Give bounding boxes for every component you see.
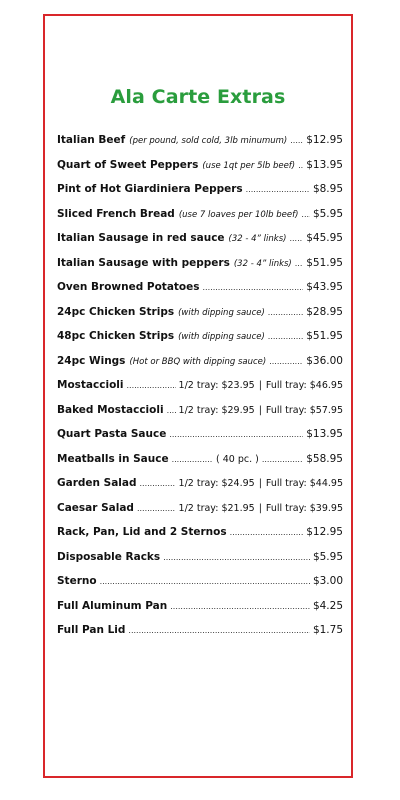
item-name: Sterno [57,575,97,587]
item-name: Caesar Salad [57,501,134,514]
item-price: $4.25 [312,599,343,612]
menu-item [57,600,343,625]
item-price: $5.95 [312,550,343,563]
dot-leader [167,406,176,415]
item-name: Full Aluminum Pan [57,599,168,612]
item-note: (32 - 4” links) [233,258,292,269]
item-name: Italian Beef [57,134,126,146]
item-name: Oven Browned Potatoes [57,281,200,293]
item-price: $1.75 [312,624,343,636]
item-name: Disposable Racks [57,550,161,563]
item-price: $13.95 [306,158,343,171]
dot-leader [163,553,310,562]
item-name: Meatballs in Sauce [57,452,169,465]
item-name: Sliced French Bread [57,207,175,220]
item-note: (with dipping sauce) [178,332,265,342]
dot-leader [298,161,303,170]
dot-leader [169,430,303,439]
item-price: $5.95 [312,207,343,220]
dot-leader [290,136,303,145]
menu-item [57,257,343,282]
dot-leader [126,381,175,390]
item-price: $12.95 [306,134,343,146]
item-price: $28.95 [306,305,343,318]
tray-separator: | [258,502,262,514]
menu-item [57,477,343,502]
menu-item [57,575,343,600]
tray-separator: | [258,478,262,489]
dot-leader [170,602,310,611]
item-name: Pint of Hot Giardiniera Peppers [57,183,243,195]
menu-item [57,404,343,429]
dot-leader [137,504,176,513]
item-note: (use 7 loaves per 10lb beef) [178,209,299,220]
item-quantity: ( 40 pc. ) [215,453,259,465]
item-note: (per pound, sold cold, 3lb minumum) [129,136,288,146]
half-tray-price: 1/2 tray: $29.95 [178,404,255,416]
menu-item [57,624,343,649]
item-price: $36.00 [306,354,343,367]
item-price: $43.95 [306,281,343,293]
item-price: $45.95 [306,232,343,244]
item-name: Quart Pasta Sauce [57,428,167,440]
menu-item [57,330,343,355]
menu-item [57,453,343,478]
menu-item [57,208,343,233]
item-price: $13.95 [306,428,343,440]
item-price: $58.95 [306,452,343,465]
item-name: 48pc Chicken Strips [57,330,175,342]
dot-leader [172,455,213,464]
dot-leader [289,234,303,243]
menu-item [57,306,343,331]
dot-leader [203,283,304,292]
menu-item [57,355,343,380]
menu-item [57,502,343,527]
dot-leader [262,455,303,464]
item-price: $51.95 [306,330,343,342]
item-note: (with dipping sauce) [178,307,265,318]
half-tray-price: 1/2 tray: $24.95 [178,478,255,489]
item-name: Baked Mostaccioli [57,403,164,416]
item-price: $3.00 [312,575,343,587]
item-name: Italian Sausage in red sauce [57,232,225,244]
item-name: 24pc Chicken Strips [57,305,175,318]
dot-leader [128,626,310,635]
dot-leader [140,479,176,488]
item-name: Rack, Pan, Lid and 2 Sternos [57,526,227,538]
item-name: Italian Sausage with peppers [57,256,230,269]
half-tray-price: 1/2 tray: $23.95 [178,380,255,391]
item-price: $8.95 [312,183,343,195]
menu-item [57,428,343,453]
dot-leader [246,185,310,194]
dot-leader [100,577,310,586]
item-name: Mostaccioli [57,379,124,391]
menu-item [57,232,343,257]
item-name: Quart of Sweet Peppers [57,158,199,171]
item-price: $12.95 [306,526,343,538]
half-tray-price: 1/2 tray: $21.95 [178,502,255,514]
menu-item [57,183,343,208]
dot-leader [268,332,303,341]
menu-item [57,379,343,404]
dot-leader [268,308,303,317]
dot-leader [230,528,304,537]
full-tray-price: Full tray: $44.95 [265,478,343,489]
item-price: $51.95 [306,256,343,269]
item-note: (32 - 4” links) [228,234,287,244]
menu-items-list [57,134,343,649]
menu-item [57,551,343,576]
dot-leader [269,357,303,366]
full-tray-price: Full tray: $39.95 [265,502,343,514]
menu-item [57,134,343,159]
full-tray-price: Full tray: $57.95 [265,404,343,416]
item-name: Full Pan Lid [57,624,126,636]
menu-item [57,159,343,184]
menu-item [57,526,343,551]
item-name: Garden Salad [57,477,137,489]
item-note: (use 1qt per 5lb beef) [202,160,296,171]
item-note: (Hot or BBQ with dipping sauce) [129,356,267,367]
dot-leader [301,210,310,219]
tray-separator: | [258,404,262,416]
full-tray-price: Full tray: $46.95 [265,380,343,391]
tray-separator: | [258,380,262,391]
item-name: 24pc Wings [57,354,126,367]
menu-item [57,281,343,306]
dot-leader [295,259,303,268]
menu-title: Ala Carte Extras [110,86,286,108]
